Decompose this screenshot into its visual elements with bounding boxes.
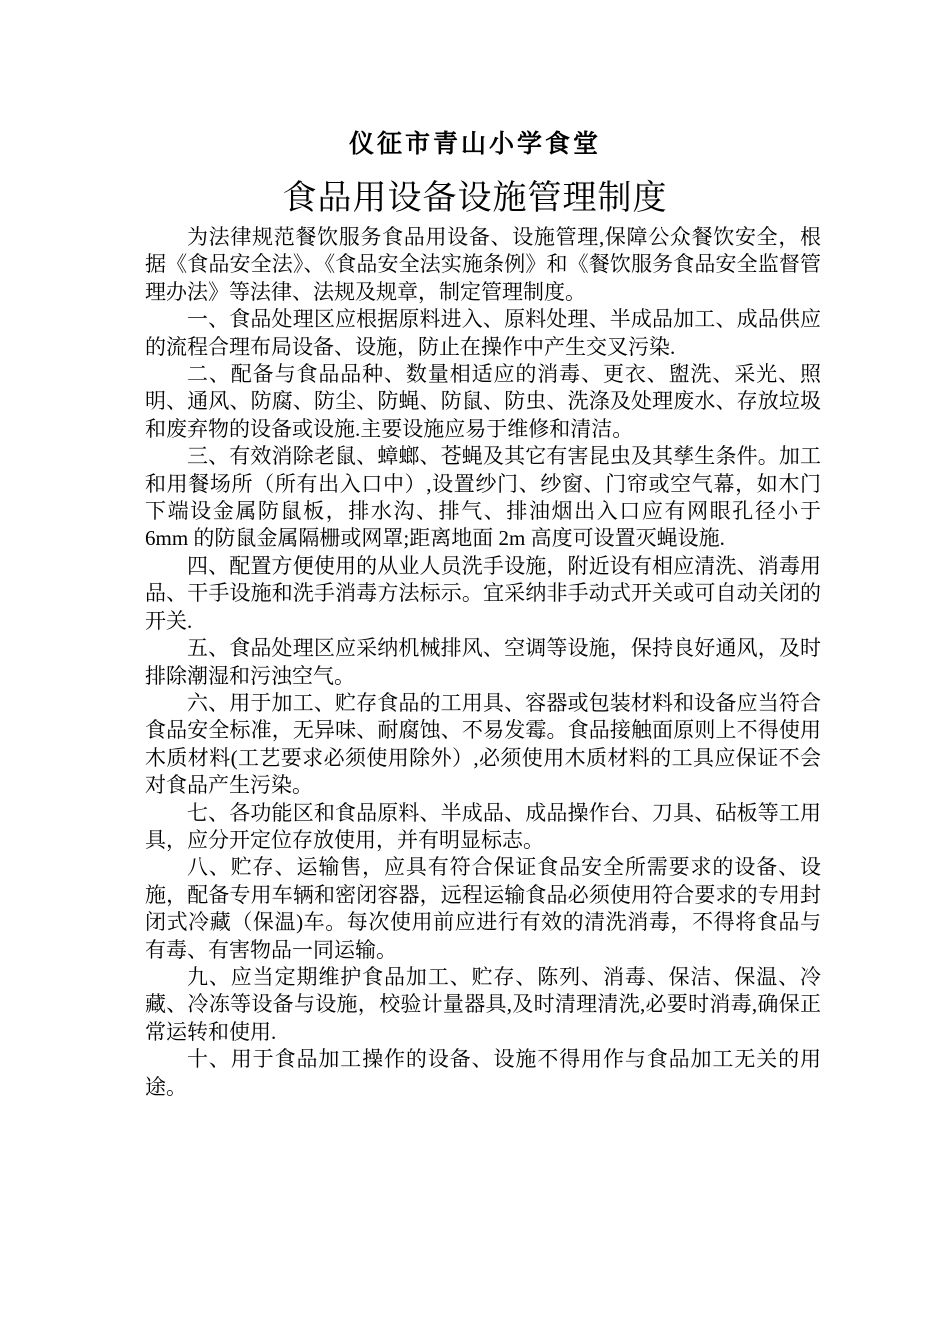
organization-title: 仪征市青山小学食堂 bbox=[348, 129, 601, 158]
paragraph-7: 七、各功能区和食品原料、半成品、成品操作台、刀具、砧板等工用具，应分开定位存放使用，并有明显标志。 bbox=[145, 800, 821, 852]
paragraph-4: 四、配置方便使用的从业人员洗手设施，附近设有相应清洗、消毒用品、干手设施和洗手消毒方法标示。宜采纳非手动式开关或可自动关闭的开关. bbox=[145, 553, 821, 633]
paragraph-5: 五、食品处理区应采纳机械排风、空调等设施，保持良好通风，及时排除潮湿和污浊空气。 bbox=[145, 636, 821, 688]
paragraph-9: 九、应当定期维护食品加工、贮存、陈列、消毒、保洁、保温、冷藏、冷冻等设备与设施，校验计量器具,及时清理清洗,必要时消毒,确保正常运转和使用. bbox=[145, 964, 821, 1044]
document-body bbox=[145, 224, 821, 1101]
document-title: 食品用设备设施管理制度 bbox=[282, 178, 668, 218]
paragraph-3: 三、有效消除老鼠、蟑螂、苍蝇及其它有害昆虫及其孳生条件。加工和用餐场所（所有出入口中）,设置纱门、纱窗、门帘或空气幕，如木门下端设金属防鼠板，排水沟、排气、排油烟出入口应有网眼孔径小于 6mm 的防鼠金属隔栅或网罩;距离地面 2m 高度可设置灭蝇设施. bbox=[145, 444, 821, 551]
paragraph-intro: 为法律规范餐饮服务食品用设备、设施管理,保障公众餐饮安全，根据《食品安全法》、《食品安全法实施条例》和《餐饮服务食品安全监督管理办法》等法律、法规及规章，制定管理制度。 bbox=[145, 225, 821, 304]
paragraph-2: 二、配备与食品品种、数量相适应的消毒、更衣、盥洗、采光、照明、通风、防腐、防尘、防蝇、防鼠、防虫、洗涤及处理废水、存放垃圾和废弃物的设备或设施.主要设施应易于维修和清洁。 bbox=[145, 362, 821, 441]
paragraph-10: 十、用于食品加工操作的设备、设施不得用作与食品加工无关的用途。 bbox=[145, 1047, 821, 1099]
paragraph-6: 六、用于加工、贮存食品的工用具、容器或包装材料和设备应当符合食品安全标准，无异味、耐腐蚀、不易发霉。食品接触面原则上不得使用木质材料(工艺要求必须使用除外）,必须使用木质材料的工具应保证不会对食品产生污染。 bbox=[145, 690, 821, 798]
paragraph-1: 一、食品处理区应根据原料进入、原料处理、半成品加工、成品供应的流程合理布局设备、设施，防止在操作中产生交叉污染. bbox=[145, 307, 821, 359]
paragraph-8: 八、贮存、运输售，应具有符合保证食品安全所需要求的设备、设施，配备专用车辆和密闭容器，远程运输食品必须使用符合要求的专用封闭式冷藏（保温)车。每次使用前应进行有效的清洗消毒，不得将食品与有毒、有害物品一同运输。 bbox=[145, 855, 821, 962]
